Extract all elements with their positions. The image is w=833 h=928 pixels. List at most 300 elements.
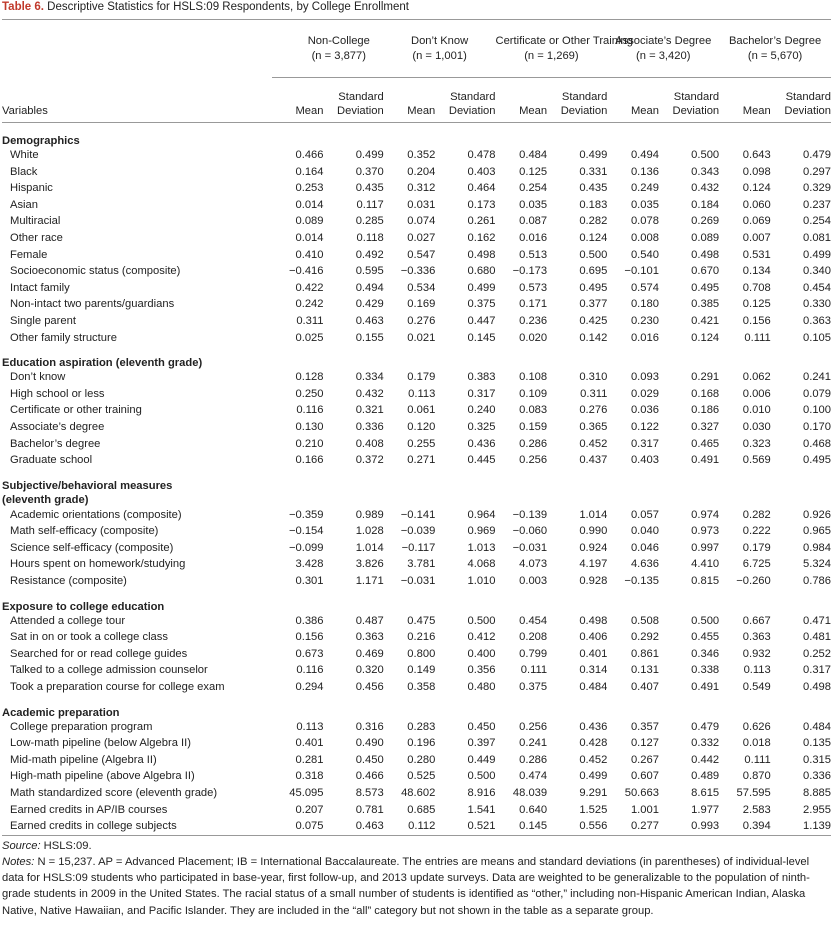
sd-cell: 0.400 (467, 647, 496, 660)
table-caption (2, 0, 831, 14)
table-row (2, 768, 831, 785)
sd-cell: 0.383 (467, 371, 496, 384)
mean-cell: 6.725 (742, 558, 771, 571)
sd-cell: 0.498 (691, 248, 720, 261)
sd-cell: 0.786 (803, 575, 831, 588)
mean-cell: 0.318 (295, 770, 324, 783)
table-row (2, 573, 831, 590)
mean-cell: 0.283 (407, 720, 436, 733)
sd-cell: 0.142 (579, 331, 608, 344)
variable-label: College preparation program (10, 720, 153, 733)
sd-cell: 0.481 (803, 631, 831, 644)
sd-cell: 0.484 (579, 681, 608, 694)
mean-cell: 0.116 (296, 664, 324, 677)
mean-header: Mean (607, 78, 659, 123)
sd-cell: 0.500 (691, 149, 720, 161)
mean-cell: 0.035 (519, 198, 548, 211)
mean-cell: 0.312 (407, 182, 436, 195)
sd-cell: 0.500 (467, 770, 496, 783)
sd-cell: 0.464 (467, 182, 496, 195)
mean-cell: 0.267 (630, 753, 659, 766)
group-name: Bachelor’s Degree (728, 34, 822, 47)
sd-cell: 0.412 (467, 631, 496, 644)
table-number: Table 6. (2, 1, 44, 13)
mean-cell: 0.098 (742, 165, 771, 178)
table-row (2, 386, 831, 403)
sd-cell: 0.965 (803, 525, 831, 538)
sd-cell: 0.297 (803, 165, 831, 178)
mean-cell: 0.861 (630, 647, 659, 660)
sd-header (323, 78, 383, 123)
mean-cell: 0.149 (407, 664, 436, 677)
column-header-row (2, 78, 831, 123)
sd-cell: 0.450 (467, 720, 496, 733)
sd-cell: 1.010 (467, 575, 496, 588)
mean-cell: 0.277 (607, 818, 659, 835)
table-row (2, 197, 831, 214)
table-title: Descriptive Statistics for HSLS:09 Respondents, by College Enrollment (47, 1, 409, 13)
sd-cell: 0.499 (467, 281, 496, 294)
mean-header: Mean (496, 78, 548, 123)
section-header (2, 346, 831, 369)
mean-cell: 0.286 (519, 753, 548, 766)
mean-cell: −0.031 (512, 541, 548, 554)
sd-cell: 0.331 (579, 165, 608, 178)
sd-cell: 0.079 (803, 387, 831, 400)
variable-label: Resistance (composite) (10, 575, 127, 588)
table-row (2, 369, 831, 386)
sd-cell: 0.521 (435, 818, 495, 835)
mean-cell: −0.099 (288, 541, 324, 554)
section-header (2, 123, 831, 148)
table-row (2, 402, 831, 419)
mean-header: Mean (384, 78, 436, 123)
mean-cell: −0.039 (400, 525, 436, 538)
sd-cell: 0.993 (659, 818, 719, 835)
mean-cell: −0.101 (624, 265, 659, 278)
sd-cell: 0.429 (355, 298, 384, 311)
sd-cell: 0.401 (579, 647, 608, 660)
source-text: HSLS:09. (43, 839, 92, 852)
sd-cell: 0.340 (803, 265, 831, 278)
notes-text: N = 15,237. AP = Advanced Placement; IB = International Baccalaureate. The entries are means and standard deviations (in parentheses) of individual-level data for HSLS:09 students who participated in base-year, first follow-up, and 2013 update surveys. Data are weighted to be generalizable to the population of ninth-grade students in 2009 in the United States. The racial status of a small number of students is identified as “other,” including non-Hispanic American Indian, Alaska Native, Native Hawaiian, and Pacific Islander. They are included in the “all” category but not shown in the table as a separate group. (2, 855, 810, 917)
mean-cell: 0.016 (630, 331, 659, 344)
sd-cell: 9.291 (579, 787, 608, 799)
section-title: Demographics (2, 135, 80, 147)
group-count: (n = 3,877) (311, 49, 366, 62)
sd-cell: 0.365 (579, 420, 608, 433)
variable-label: Sat in on or took a college class (10, 631, 168, 644)
mean-header: Mean (719, 78, 771, 123)
sd-cell: 0.495 (579, 281, 608, 294)
sd-cell: 0.089 (691, 231, 720, 244)
sd-cell: 0.310 (579, 371, 608, 384)
variable-label: Graduate school (10, 454, 93, 467)
variable-label: Intact family (10, 281, 70, 294)
sd-cell: 0.499 (803, 248, 831, 261)
table-row (2, 230, 831, 247)
mean-cell: 0.375 (519, 681, 548, 694)
mean-cell: −0.416 (288, 265, 324, 278)
mean-cell: 0.241 (519, 737, 548, 750)
table-row (2, 629, 831, 646)
sd-cell: 0.498 (579, 614, 608, 627)
mean-cell: 0.410 (295, 248, 324, 261)
sd-cell: 0.926 (803, 508, 831, 521)
group-header (719, 20, 831, 78)
mean-cell: 0.386 (295, 614, 324, 627)
sd-cell: 0.375 (467, 298, 496, 311)
section-header (2, 696, 831, 719)
mean-cell: 0.640 (519, 803, 548, 816)
mean-cell: 0.401 (295, 737, 324, 750)
mean-cell: 0.317 (630, 437, 659, 450)
mean-cell: 0.036 (630, 404, 659, 417)
mean-cell: −0.173 (512, 265, 548, 278)
table-row (2, 646, 831, 663)
sd-cell: 0.499 (355, 149, 384, 161)
sd-cell: 0.321 (355, 404, 384, 417)
sd-cell: 0.184 (691, 198, 720, 211)
mean-cell: 0.089 (295, 215, 324, 228)
table-row (2, 735, 831, 752)
mean-cell: 0.128 (295, 371, 324, 384)
sd-cell: 0.162 (467, 231, 496, 244)
sd-cell: 0.456 (355, 681, 384, 694)
mean-cell: 0.108 (519, 371, 548, 384)
variable-label: Asian (10, 198, 38, 211)
mean-cell: 0.159 (519, 420, 548, 433)
group-header-row (2, 20, 831, 78)
sd-cell: 0.377 (579, 298, 608, 311)
sd-cell: 0.363 (803, 314, 831, 327)
section-title: Exposure to college education (2, 600, 165, 613)
mean-cell: 0.208 (519, 631, 548, 644)
sd-cell: 0.316 (355, 720, 384, 733)
mean-cell: 0.078 (630, 215, 659, 228)
sd-cell: 0.449 (467, 753, 496, 766)
sd-cell: 0.317 (467, 387, 496, 400)
sd-cell: 0.479 (803, 149, 831, 161)
mean-cell: 0.040 (630, 525, 659, 538)
mean-cell: 0.253 (295, 182, 324, 195)
mean-cell: 0.494 (630, 149, 659, 161)
mean-cell: 0.035 (630, 198, 659, 211)
sd-cell: 0.406 (579, 631, 608, 644)
mean-cell: 0.236 (519, 314, 548, 327)
mean-cell: 0.800 (407, 647, 436, 660)
sd-cell: 0.680 (467, 265, 496, 278)
mean-cell: 0.136 (630, 165, 659, 178)
mean-cell: −0.359 (288, 508, 324, 521)
group-count: (n = 5,670) (747, 49, 803, 62)
source-line (2, 838, 831, 854)
mean-cell: 0.179 (407, 371, 436, 384)
sd-cell: 0.240 (467, 404, 496, 417)
sd-cell: 0.484 (803, 720, 831, 733)
mean-cell: 0.607 (630, 770, 659, 783)
sd-cell: 0.499 (579, 770, 608, 783)
variable-label: Science self-efficacy (composite) (10, 541, 174, 554)
mean-cell: 0.294 (295, 681, 324, 694)
sd-cell: 0.325 (467, 420, 496, 433)
table-row (2, 540, 831, 557)
mean-cell: 0.466 (295, 149, 324, 161)
mean-cell: 0.685 (407, 803, 436, 816)
sd-cell: 0.118 (356, 231, 384, 244)
sd-cell: 0.498 (467, 248, 496, 261)
mean-cell: 0.074 (407, 215, 436, 228)
mean-cell: 0.311 (296, 314, 324, 327)
mean-cell: 4.636 (630, 558, 659, 571)
mean-cell: 0.254 (519, 182, 548, 195)
mean-cell: 50.663 (624, 787, 659, 799)
sd-cell: 0.315 (803, 753, 831, 766)
mean-cell: 0.222 (742, 525, 771, 538)
group-name: Certificate or Other Training (495, 34, 633, 47)
sd-cell: 0.170 (803, 420, 831, 433)
mean-cell: 0.271 (407, 454, 436, 467)
mean-cell: 0.166 (295, 454, 324, 467)
mean-cell: 0.093 (630, 371, 659, 384)
table-row (2, 662, 831, 679)
table-row (2, 313, 831, 330)
mean-cell: 0.016 (519, 231, 548, 244)
notes-label: Notes: (2, 855, 35, 868)
variables-header: Variables (2, 78, 272, 123)
section-title-line2: (eleventh grade) (2, 493, 89, 506)
variable-label: Searched for or read college guides (10, 647, 188, 660)
sd-cell: 3.826 (355, 558, 384, 571)
table-row (2, 613, 831, 630)
mean-cell: 0.394 (719, 818, 771, 835)
mean-cell: 0.131 (630, 664, 659, 677)
group-header (384, 20, 496, 78)
variable-label: Bachelor’s degree (10, 437, 101, 450)
mean-cell: 2.583 (742, 803, 771, 816)
sd-cell: 0.695 (579, 265, 608, 278)
sd-cell: 0.928 (579, 575, 608, 588)
mean-cell: 0.003 (519, 575, 548, 588)
table-row (2, 785, 831, 802)
sd-cell: 0.454 (803, 281, 831, 294)
variable-label: Academic orientations (composite) (10, 508, 182, 521)
table-header (2, 20, 831, 123)
sd-cell: 0.437 (579, 454, 608, 467)
sd-cell: 1.139 (771, 818, 831, 835)
variable-label: Socioeconomic status (composite) (10, 265, 181, 278)
sd-cell: 0.556 (547, 818, 607, 835)
sd-cell: 0.432 (691, 182, 720, 195)
sd-cell: 0.489 (691, 770, 720, 783)
sd-cell: 0.081 (803, 231, 831, 244)
mean-cell: −0.135 (624, 575, 659, 588)
variable-label: Don’t know (10, 371, 66, 384)
mean-cell: 0.249 (630, 182, 659, 195)
mean-cell: 0.407 (630, 681, 659, 694)
variable-label: Attended a college tour (10, 614, 126, 627)
table-notes (2, 838, 831, 919)
sd-header-label: Standard Deviation (784, 91, 831, 117)
variable-label: Earned credits in AP/IB courses (10, 803, 168, 816)
sd-cell: 0.186 (691, 404, 720, 417)
sd-cell: 0.269 (691, 215, 720, 228)
mean-cell: 0.574 (630, 281, 659, 294)
sd-cell: 0.465 (691, 437, 720, 450)
sd-cell: 0.500 (467, 614, 496, 627)
mean-cell: −0.141 (400, 508, 436, 521)
mean-cell: 0.250 (295, 387, 324, 400)
variable-label: High-math pipeline (above Algebra II) (10, 770, 195, 783)
sd-cell: 0.480 (467, 681, 496, 694)
mean-cell: 0.134 (742, 265, 771, 278)
variable-label: Certificate or other training (10, 404, 142, 417)
sd-cell: 1.014 (355, 541, 384, 554)
sd-cell: 0.463 (323, 818, 383, 835)
mean-cell: 0.667 (742, 614, 771, 627)
notes-paragraph (2, 854, 831, 919)
variable-label: Hispanic (10, 182, 53, 195)
sd-cell: 0.370 (355, 165, 384, 178)
mean-cell: 0.060 (742, 198, 771, 211)
sd-header-label: Standard Deviation (672, 91, 720, 117)
mean-cell: 0.282 (742, 508, 771, 521)
section-header (2, 469, 831, 492)
sd-cell: 0.428 (579, 737, 608, 750)
sd-cell: 8.916 (467, 787, 496, 799)
mean-cell: 0.061 (407, 404, 436, 417)
mean-cell: 0.422 (295, 281, 324, 294)
sd-cell: 0.500 (691, 614, 720, 627)
variable-label: Mid-math pipeline (Algebra II) (10, 753, 157, 766)
sd-cell: 0.973 (691, 525, 720, 538)
mean-cell: 0.484 (519, 149, 548, 161)
sd-cell: 0.117 (356, 198, 384, 211)
mean-cell: 0.358 (407, 681, 436, 694)
mean-cell: 0.130 (295, 420, 324, 433)
mean-cell: 0.454 (519, 614, 548, 627)
mean-cell: 0.156 (295, 631, 324, 644)
statistics-table (2, 20, 831, 836)
sd-cell: 0.478 (467, 149, 496, 161)
group-count: (n = 3,420) (636, 49, 691, 62)
mean-cell: 0.540 (630, 248, 659, 261)
sd-cell: 2.955 (803, 803, 831, 816)
sd-cell: 4.410 (691, 558, 720, 571)
sd-cell: 0.285 (355, 215, 384, 228)
sd-cell: 0.781 (355, 803, 384, 816)
sd-cell: 0.330 (803, 298, 831, 311)
mean-cell: 0.087 (519, 215, 548, 228)
source-label: Source: (2, 839, 41, 852)
group-count: (n = 1,001) (412, 49, 467, 62)
mean-cell: 0.242 (295, 298, 324, 311)
mean-header: Mean (272, 78, 324, 123)
sd-header (435, 78, 495, 123)
mean-cell: 0.286 (519, 437, 548, 450)
mean-cell: −0.060 (512, 525, 548, 538)
sd-cell: 0.385 (691, 298, 720, 311)
sd-cell: 0.421 (691, 314, 720, 327)
mean-cell: 0.531 (742, 248, 771, 261)
mean-cell: 0.018 (742, 737, 771, 750)
sd-cell: 0.455 (691, 631, 720, 644)
table-row (2, 818, 831, 835)
mean-cell: 0.534 (407, 281, 436, 294)
sd-cell: 0.276 (579, 404, 608, 417)
mean-cell: 0.281 (295, 753, 324, 766)
table-row (2, 556, 831, 573)
sd-cell: 0.479 (691, 720, 720, 733)
sd-cell: 0.469 (355, 647, 384, 660)
sd-cell: 0.183 (579, 198, 608, 211)
variable-label: Earned credits in college subjects (2, 818, 272, 835)
sd-cell: 0.346 (691, 647, 720, 660)
table-row (2, 719, 831, 736)
section-header-cont (2, 492, 831, 507)
sd-cell: 0.500 (579, 248, 608, 261)
sd-cell: 8.885 (803, 787, 831, 799)
sd-header (547, 78, 607, 123)
sd-cell: 0.499 (579, 149, 608, 161)
sd-cell: 0.327 (691, 420, 720, 433)
mean-cell: 0.122 (630, 420, 659, 433)
table-row (2, 419, 831, 436)
variable-label: Math self-efficacy (composite) (10, 525, 159, 538)
sd-cell: 1.014 (579, 508, 608, 521)
mean-cell: 0.062 (742, 371, 771, 384)
sd-cell: 0.363 (355, 631, 384, 644)
sd-cell: 1.541 (467, 803, 496, 816)
table-row (2, 523, 831, 540)
mean-cell: 0.708 (742, 281, 771, 294)
mean-cell: 0.179 (742, 541, 771, 554)
mean-cell: 0.031 (407, 198, 436, 211)
group-header (607, 20, 719, 78)
sd-header-label: Standard Deviation (560, 91, 608, 117)
sd-cell: 0.471 (803, 614, 831, 627)
sd-cell: 0.336 (803, 770, 831, 783)
mean-cell: 0.046 (630, 541, 659, 554)
mean-cell: 0.030 (742, 420, 771, 433)
table-row (2, 452, 831, 469)
sd-cell: 1.977 (691, 803, 720, 816)
sd-cell: 0.495 (691, 281, 720, 294)
sd-cell: 0.282 (579, 215, 608, 228)
table-row (2, 164, 831, 181)
variable-label: Associate’s degree (10, 420, 105, 433)
table-row (2, 436, 831, 453)
sd-cell: 0.436 (467, 437, 496, 450)
sd-cell: 0.436 (579, 720, 608, 733)
sd-cell: 0.356 (467, 664, 496, 677)
sd-cell: 0.311 (580, 387, 608, 400)
sd-cell: 0.468 (803, 437, 831, 450)
sd-cell: 0.124 (691, 331, 720, 344)
mean-cell: 0.255 (407, 437, 436, 450)
sd-cell: 0.241 (803, 371, 831, 384)
variable-label: Talked to a college admission counselor (10, 664, 208, 677)
mean-cell: −0.260 (736, 575, 771, 588)
sd-cell: 0.447 (467, 314, 496, 327)
table-body (2, 123, 831, 836)
mean-cell: 0.932 (742, 647, 771, 660)
sd-cell: 0.105 (803, 331, 831, 344)
sd-cell: 0.924 (579, 541, 608, 554)
sd-cell: 0.320 (355, 664, 384, 677)
mean-cell: 0.323 (742, 437, 771, 450)
variable-label: Non-intact two parents/guardians (10, 298, 175, 311)
